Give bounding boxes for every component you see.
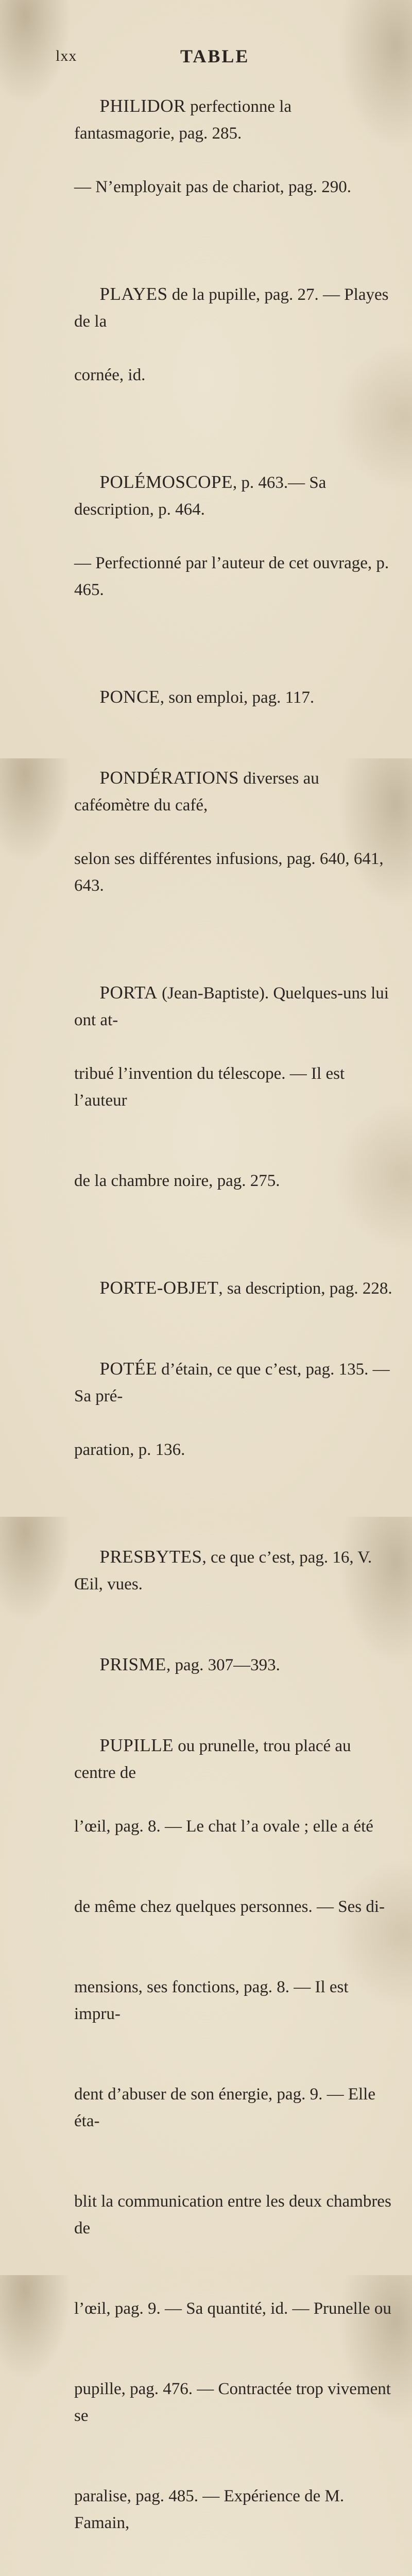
entry-text: (Jean-Baptiste). Quelques-uns lui ont at- — [74, 984, 393, 1029]
entry-text: , pag. 307—393. — [166, 1656, 280, 1674]
entry-text: ou prunelle, trou placé au centre de — [74, 1737, 355, 1782]
running-title: TABLE — [180, 46, 250, 66]
entry-headword: PLAYES — [99, 284, 168, 304]
index-entry — [74, 953, 393, 1248]
entry-text: — N’employait pas de chariot, pag. 290. — [74, 178, 351, 196]
entry-headword: PHILIDOR — [99, 96, 186, 116]
entry-text: de la pupille, pag. 27. — Playes de la — [74, 285, 393, 331]
entry-headword: PRISME — [99, 1654, 166, 1674]
entry-headword: PUPILLE — [99, 1735, 174, 1755]
entry-text: d’étain, ce que c’est, pag. 135. — Sa pré- — [74, 1360, 394, 1405]
entry-text: cornée, id. — [74, 366, 146, 384]
index-entry — [74, 1624, 393, 1705]
index-entry — [74, 66, 393, 254]
index-entry — [74, 1705, 396, 2576]
page-number: lxx — [56, 47, 77, 64]
entry-headword: POTÉE — [99, 1359, 157, 1379]
index-entry — [74, 1517, 393, 1624]
index-entry — [74, 1329, 393, 1517]
index-entry — [74, 442, 393, 657]
entry-text: pupille, pag. 476. — Contractée trop vivement se — [74, 2380, 396, 2425]
index-entry — [74, 254, 393, 442]
entry-text: , ce que c’est, pag. 16, V. Œil, vues. — [74, 1548, 376, 1594]
entry-text: paration, p. 136. — [74, 1440, 185, 1459]
entry-text: blit la communication entre les deux chambres de — [74, 2192, 396, 2238]
entry-text: mensions, ses fonctions, pag. 8. — Il est impru- — [74, 1978, 353, 2023]
entry-text: paralise, pag. 485. — Expérience de M. Famain, — [74, 2487, 349, 2532]
entry-text: dent d’abuser de son énergie, pag. 9. — Elle éta- — [74, 2085, 380, 2130]
index-entry — [74, 738, 393, 953]
entry-text: , sa description, pag. 228. — [218, 1279, 392, 1298]
entry-text: selon ses différentes infusions, pag. 640, 641, 643. — [74, 850, 388, 895]
entry-headword: POLÉMOSCOPE — [99, 472, 233, 492]
index-entry — [74, 657, 393, 738]
entry-text: de la chambre noire, pag. 275. — [74, 1172, 280, 1190]
entry-headword: PRESBYTES — [99, 1547, 202, 1567]
entry-text: de même chez quelques personnes. — Ses di- — [74, 1897, 385, 1916]
page-header — [56, 45, 375, 66]
entry-text: — Perfectionné par l’auteur de cet ouvrage, p. 465. — [74, 554, 393, 599]
entry-text: l’œil, pag. 8. — Le chat l’a ovale ; elle a été — [74, 1817, 373, 1836]
entry-text: , son emploi, pag. 117. — [160, 688, 315, 707]
entry-headword: PONDÉRATIONS — [99, 768, 239, 788]
entry-text: , p. 463.— Sa description, p. 464. — [74, 473, 331, 519]
entry-headword: PONCE — [99, 687, 160, 707]
index-entries — [0, 66, 412, 2576]
entry-headword: PORTE-OBJET — [99, 1278, 219, 1298]
entry-text: perfectionne la fantasmagorie, pag. 285. — [74, 97, 296, 143]
entry-text: l’œil, pag. 9. — Sa quantité, id. — Prunelle ou — [74, 2299, 391, 2318]
entry-text: diverses au caféomètre du café, — [74, 769, 324, 815]
entry-text: tribué l’invention du télescope. — Il est l’auteur — [74, 1064, 349, 1110]
index-entry — [74, 1248, 393, 1329]
entry-headword: PORTA — [99, 982, 158, 1003]
